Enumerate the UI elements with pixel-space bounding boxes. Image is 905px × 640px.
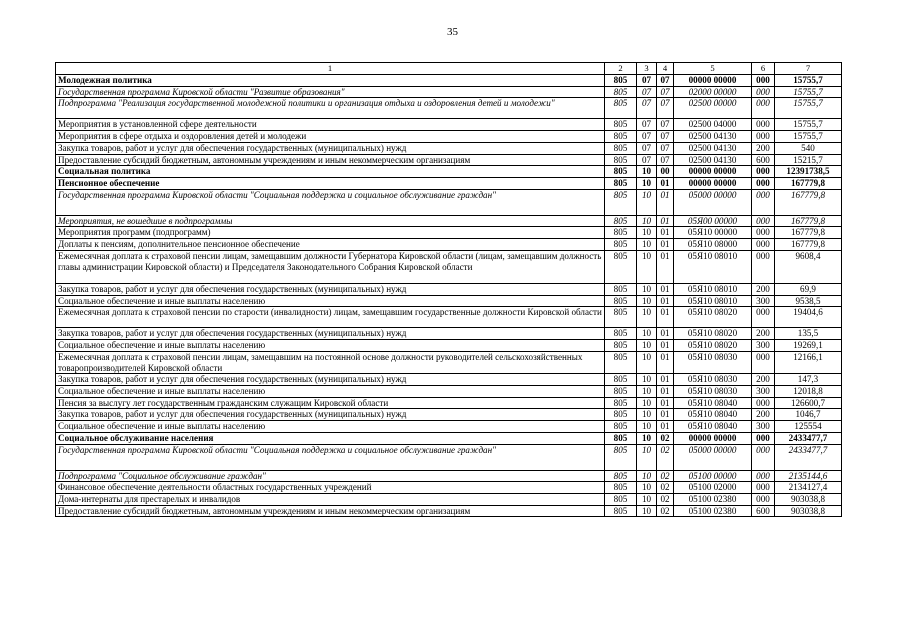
row-subsection-cell: 02 [657,482,674,494]
table-row [56,98,842,119]
row-expense-type-cell: 000 [752,131,775,143]
row-section-cell: 10 [637,227,657,239]
row-name-cell: Дома-интернаты для престарелых и инвалидов [56,493,605,505]
row-name-cell: Мероприятия, не вошедшие в подпрограммы [56,215,605,227]
row-name-cell: Предоставление субсидий бюджетным, автономным учреждениям и иным некоммерческим организациям [56,505,605,517]
row-amount-cell: 12391738,5 [775,166,842,178]
row-section-cell: 10 [637,283,657,295]
row-name-cell: Мероприятия в сфере отдыха и оздоровления детей и молодежи [56,131,605,143]
row-subsection-cell: 07 [657,119,674,131]
table-row [56,385,842,397]
row-target-article-cell: 02000 00000 [674,86,752,98]
row-chapter-cell: 805 [605,131,637,143]
row-subsection-cell: 07 [657,98,674,119]
row-chapter-cell: 805 [605,444,637,470]
table-row [56,307,842,328]
row-name-cell: Социальное обеспечение и иные выплаты населению [56,421,605,433]
row-amount-cell: 903038,8 [775,493,842,505]
row-subsection-cell: 02 [657,505,674,517]
row-expense-type-cell: 000 [752,444,775,470]
row-section-cell: 10 [637,239,657,251]
row-name-cell: Молодежная политика [56,75,605,87]
row-amount-cell: 167779,8 [775,178,842,190]
row-target-article-cell: 05Я10 08010 [674,283,752,295]
row-chapter-cell: 805 [605,154,637,166]
row-chapter-cell: 805 [605,75,637,87]
row-name-cell: Закупка товаров, работ и услуг для обеспечения государственных (муниципальных) нужд [56,328,605,340]
table-row [56,432,842,444]
table-row [56,119,842,131]
row-target-article-cell: 05Я10 00000 [674,227,752,239]
row-name-cell: Государственная программа Кировской области "Развитие образования" [56,86,605,98]
row-target-article-cell: 00000 00000 [674,166,752,178]
row-chapter-cell: 805 [605,470,637,482]
row-subsection-cell: 01 [657,340,674,352]
row-section-cell: 07 [637,86,657,98]
row-subsection-cell: 01 [657,409,674,421]
header-col-2: 2 [605,63,637,75]
table-row [56,374,842,386]
row-expense-type-cell: 000 [752,351,775,373]
table-row [56,215,842,227]
row-target-article-cell: 05Я10 08020 [674,307,752,328]
row-name-cell: Мероприятия в установленной сфере деятельности [56,119,605,131]
row-section-cell: 10 [637,166,657,178]
row-subsection-cell: 01 [657,250,674,283]
table-row [56,409,842,421]
row-expense-type-cell: 300 [752,385,775,397]
row-subsection-cell: 02 [657,470,674,482]
row-amount-cell: 15755,7 [775,86,842,98]
row-subsection-cell: 02 [657,444,674,470]
row-name-cell: Подпрограмма "Социальное обслуживание граждан" [56,470,605,482]
row-subsection-cell: 00 [657,166,674,178]
row-target-article-cell: 02500 00000 [674,98,752,119]
row-section-cell: 10 [637,444,657,470]
table-row [56,166,842,178]
row-expense-type-cell: 000 [752,178,775,190]
row-section-cell: 07 [637,98,657,119]
row-section-cell: 10 [637,409,657,421]
row-subsection-cell: 07 [657,75,674,87]
row-section-cell: 07 [637,119,657,131]
row-name-cell: Ежемесячная доплата к страховой пенсии лицам, замещавшим на постоянной основе должности руководителей сельскохозяйственных товаропроизводителей Кировской области [56,351,605,373]
row-section-cell: 10 [637,328,657,340]
row-chapter-cell: 805 [605,215,637,227]
table-row [56,75,842,87]
row-name-cell: Закупка товаров, работ и услуг для обеспечения государственных (муниципальных) нужд [56,374,605,386]
row-amount-cell: 903038,8 [775,505,842,517]
table-body [56,75,842,517]
row-subsection-cell: 07 [657,131,674,143]
row-subsection-cell: 02 [657,432,674,444]
row-chapter-cell: 805 [605,351,637,373]
row-expense-type-cell: 200 [752,328,775,340]
row-subsection-cell: 01 [657,351,674,373]
row-amount-cell: 19404,6 [775,307,842,328]
row-amount-cell: 9608,4 [775,250,842,283]
row-target-article-cell: 05Я10 08030 [674,374,752,386]
row-target-article-cell: 05Я10 08040 [674,397,752,409]
row-name-cell: Мероприятия программ (подпрограмм) [56,227,605,239]
row-name-cell: Ежемесячная доплата к страховой пенсии лицам, замещавшим должности Губернатора Кировской области (лицам, замещавшим должность главы администрации Кировской области) и Председателя Законодательного Собрания Кировской области [56,250,605,283]
row-chapter-cell: 805 [605,178,637,190]
row-expense-type-cell: 300 [752,295,775,307]
row-name-cell: Доплаты к пенсиям, дополнительное пенсионное обеспечение [56,239,605,251]
row-amount-cell: 15755,7 [775,119,842,131]
table-row [56,340,842,352]
row-target-article-cell: 05Я10 08040 [674,421,752,433]
row-target-article-cell: 05Я10 08000 [674,239,752,251]
row-target-article-cell: 05000 00000 [674,189,752,215]
row-expense-type-cell: 600 [752,154,775,166]
row-expense-type-cell: 000 [752,189,775,215]
table-row [56,239,842,251]
header-col-3: 3 [637,63,657,75]
row-amount-cell: 2134127,4 [775,482,842,494]
row-section-cell: 10 [637,482,657,494]
row-amount-cell: 126600,7 [775,397,842,409]
table-row [56,421,842,433]
row-chapter-cell: 805 [605,385,637,397]
row-amount-cell: 15215,7 [775,154,842,166]
row-name-cell: Государственная программа Кировской области "Социальная поддержка и социальное обслуживание граждан" [56,444,605,470]
row-target-article-cell: 05100 02000 [674,482,752,494]
row-chapter-cell: 805 [605,250,637,283]
row-subsection-cell: 01 [657,189,674,215]
row-subsection-cell: 01 [657,374,674,386]
row-expense-type-cell: 000 [752,166,775,178]
row-section-cell: 10 [637,505,657,517]
row-amount-cell: 1046,7 [775,409,842,421]
row-expense-type-cell: 200 [752,409,775,421]
row-target-article-cell: 05100 00000 [674,470,752,482]
row-amount-cell: 540 [775,142,842,154]
row-chapter-cell: 805 [605,432,637,444]
row-target-article-cell: 00000 00000 [674,75,752,87]
row-subsection-cell: 01 [657,239,674,251]
row-amount-cell: 12166,1 [775,351,842,373]
row-chapter-cell: 805 [605,340,637,352]
row-target-article-cell: 02500 04130 [674,154,752,166]
row-expense-type-cell: 000 [752,227,775,239]
table-row [56,283,842,295]
row-expense-type-cell: 000 [752,250,775,283]
row-subsection-cell: 01 [657,283,674,295]
row-section-cell: 10 [637,385,657,397]
row-chapter-cell: 805 [605,227,637,239]
row-chapter-cell: 805 [605,98,637,119]
row-section-cell: 10 [637,397,657,409]
table-row [56,482,842,494]
row-subsection-cell: 01 [657,307,674,328]
row-name-cell: Государственная программа Кировской области "Социальная поддержка и социальное обслуживание граждан" [56,189,605,215]
row-section-cell: 10 [637,340,657,352]
row-target-article-cell: 05Я10 08030 [674,385,752,397]
row-name-cell: Социальное обеспечение и иные выплаты населению [56,340,605,352]
row-subsection-cell: 01 [657,295,674,307]
row-chapter-cell: 805 [605,295,637,307]
row-expense-type-cell: 600 [752,505,775,517]
row-chapter-cell: 805 [605,119,637,131]
row-name-cell: Подпрограмма "Реализация государственной молодежной политики и организация отдыха и оздоровления детей и молодежи" [56,98,605,119]
table-row [56,328,842,340]
header-col-5: 5 [674,63,752,75]
row-subsection-cell: 02 [657,493,674,505]
row-target-article-cell: 05100 02380 [674,493,752,505]
row-amount-cell: 2433477,7 [775,432,842,444]
row-section-cell: 10 [637,351,657,373]
table-row [56,397,842,409]
row-target-article-cell: 05100 02380 [674,505,752,517]
row-name-cell: Пенсионное обеспечение [56,178,605,190]
page-number: 35 [447,26,458,38]
row-section-cell: 10 [637,295,657,307]
row-subsection-cell: 01 [657,397,674,409]
row-expense-type-cell: 000 [752,98,775,119]
row-target-article-cell: 05Я10 08020 [674,328,752,340]
table-row [56,295,842,307]
row-target-article-cell: 05Я00 00000 [674,215,752,227]
row-section-cell: 10 [637,374,657,386]
row-expense-type-cell: 300 [752,421,775,433]
row-name-cell: Социальное обеспечение и иные выплаты населению [56,295,605,307]
row-target-article-cell: 05000 00000 [674,444,752,470]
row-target-article-cell: 02500 04130 [674,131,752,143]
row-name-cell: Финансовое обеспечение деятельности областных государственных учреждений [56,482,605,494]
row-expense-type-cell: 000 [752,119,775,131]
row-chapter-cell: 805 [605,283,637,295]
row-subsection-cell: 01 [657,421,674,433]
row-target-article-cell: 02500 04000 [674,119,752,131]
row-amount-cell: 167779,8 [775,215,842,227]
row-expense-type-cell: 000 [752,307,775,328]
row-section-cell: 10 [637,421,657,433]
row-amount-cell: 9538,5 [775,295,842,307]
row-amount-cell: 15755,7 [775,98,842,119]
row-chapter-cell: 805 [605,374,637,386]
row-target-article-cell: 05Я10 08010 [674,295,752,307]
row-chapter-cell: 805 [605,86,637,98]
row-subsection-cell: 07 [657,86,674,98]
row-subsection-cell: 01 [657,227,674,239]
row-name-cell: Закупка товаров, работ и услуг для обеспечения государственных (муниципальных) нужд [56,409,605,421]
row-chapter-cell: 805 [605,142,637,154]
row-amount-cell: 167779,8 [775,227,842,239]
row-section-cell: 07 [637,154,657,166]
table-row [56,493,842,505]
row-subsection-cell: 01 [657,385,674,397]
row-expense-type-cell: 000 [752,215,775,227]
row-section-cell: 10 [637,307,657,328]
row-chapter-cell: 805 [605,482,637,494]
row-amount-cell: 125554 [775,421,842,433]
row-chapter-cell: 805 [605,189,637,215]
table-row [56,154,842,166]
row-expense-type-cell: 200 [752,142,775,154]
row-target-article-cell: 05Я10 08010 [674,250,752,283]
row-amount-cell: 135,5 [775,328,842,340]
row-name-cell: Социальное обслуживание населения [56,432,605,444]
row-section-cell: 10 [637,470,657,482]
row-amount-cell: 2433477,7 [775,444,842,470]
row-expense-type-cell: 200 [752,283,775,295]
row-target-article-cell: 05Я10 08020 [674,340,752,352]
table-row [56,142,842,154]
row-section-cell: 07 [637,131,657,143]
row-expense-type-cell: 000 [752,239,775,251]
row-subsection-cell: 01 [657,178,674,190]
header-col-1: 1 [56,63,605,75]
row-name-cell: Закупка товаров, работ и услуг для обеспечения государственных (муниципальных) нужд [56,283,605,295]
row-chapter-cell: 805 [605,307,637,328]
row-amount-cell: 15755,7 [775,131,842,143]
row-section-cell: 10 [637,189,657,215]
row-subsection-cell: 01 [657,328,674,340]
header-col-7: 7 [775,63,842,75]
row-amount-cell: 167779,8 [775,189,842,215]
table-row [56,505,842,517]
row-subsection-cell: 07 [657,142,674,154]
row-amount-cell: 12018,8 [775,385,842,397]
row-name-cell: Пенсия за выслугу лет государственным гражданским служащим Кировской области [56,397,605,409]
table-row [56,189,842,215]
table-row [56,86,842,98]
row-expense-type-cell: 000 [752,86,775,98]
row-section-cell: 10 [637,432,657,444]
table-header-row [56,63,842,75]
row-expense-type-cell: 000 [752,470,775,482]
row-target-article-cell: 00000 00000 [674,432,752,444]
row-name-cell: Ежемесячная доплата к страховой пенсии по старости (инвалидности) лицам, замещавшим государственные должности Кировской области [56,307,605,328]
table-row [56,444,842,470]
table-row [56,178,842,190]
row-chapter-cell: 805 [605,397,637,409]
row-name-cell: Социальная политика [56,166,605,178]
row-expense-type-cell: 200 [752,374,775,386]
row-chapter-cell: 805 [605,421,637,433]
row-name-cell: Закупка товаров, работ и услуг для обеспечения государственных (муниципальных) нужд [56,142,605,154]
row-target-article-cell: 00000 00000 [674,178,752,190]
row-expense-type-cell: 000 [752,397,775,409]
row-expense-type-cell: 000 [752,75,775,87]
row-section-cell: 10 [637,178,657,190]
row-chapter-cell: 805 [605,239,637,251]
row-amount-cell: 167779,8 [775,239,842,251]
row-section-cell: 07 [637,142,657,154]
row-section-cell: 10 [637,250,657,283]
table-row [56,227,842,239]
row-amount-cell: 147,3 [775,374,842,386]
header-col-4: 4 [657,63,674,75]
row-chapter-cell: 805 [605,328,637,340]
row-expense-type-cell: 000 [752,493,775,505]
row-target-article-cell: 02500 04130 [674,142,752,154]
row-expense-type-cell: 000 [752,432,775,444]
row-section-cell: 10 [637,215,657,227]
row-amount-cell: 69,9 [775,283,842,295]
row-target-article-cell: 05Я10 08030 [674,351,752,373]
row-chapter-cell: 805 [605,505,637,517]
row-amount-cell: 15755,7 [775,75,842,87]
row-subsection-cell: 07 [657,154,674,166]
row-section-cell: 07 [637,75,657,87]
row-amount-cell: 2135144,6 [775,470,842,482]
table-row [56,351,842,373]
row-name-cell: Социальное обеспечение и иные выплаты населению [56,385,605,397]
row-subsection-cell: 01 [657,215,674,227]
row-amount-cell: 19269,1 [775,340,842,352]
budget-table [55,62,842,517]
row-chapter-cell: 805 [605,166,637,178]
row-expense-type-cell: 000 [752,482,775,494]
table-row [56,131,842,143]
row-target-article-cell: 05Я10 08040 [674,409,752,421]
table-row [56,470,842,482]
row-expense-type-cell: 300 [752,340,775,352]
row-name-cell: Предоставление субсидий бюджетным, автономным учреждениям и иным некоммерческим организациям [56,154,605,166]
header-col-6: 6 [752,63,775,75]
table-row [56,250,842,283]
row-chapter-cell: 805 [605,493,637,505]
row-chapter-cell: 805 [605,409,637,421]
row-section-cell: 10 [637,493,657,505]
